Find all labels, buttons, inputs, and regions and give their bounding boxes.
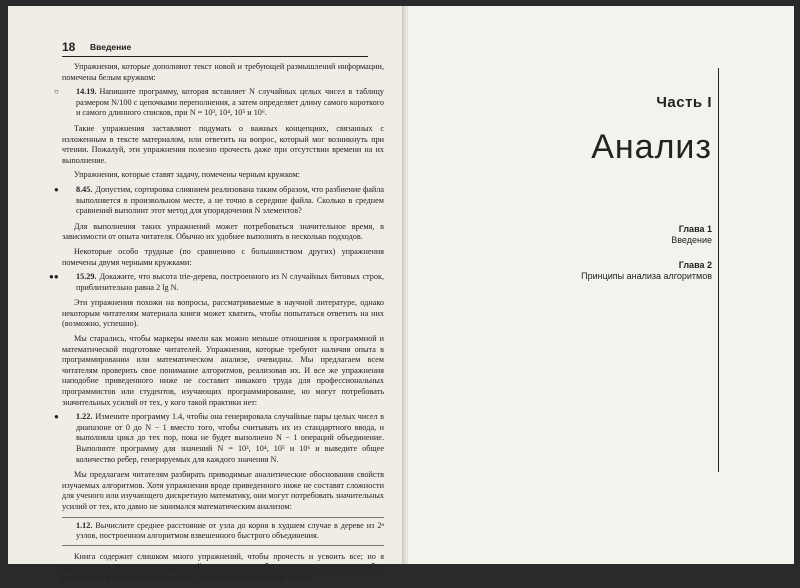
paragraph: Мы старались, чтобы маркеры имели как можно меньше отношения к программной и математической подготовке читателей. Упражнения, которые требуют наличия опыта в программировании или математическом анализе, очевидны. Мы предлагаем всем читателям проверить свое понимание алгоритмов, реализовав их. И все же упражнения наподобие приведенного ниже не составит никакого труда для профессиональных программистов или студентов, изучающих программирование, но могут потребовать значительных усилий от тех, у кого такой практики нет: xyxy=(62,334,384,407)
exercise-number: 15.29. xyxy=(76,272,97,282)
chapter-entry xyxy=(572,260,712,282)
chapter-entry xyxy=(671,224,712,246)
white-circle-icon: ○ xyxy=(54,87,59,97)
paragraph: Такие упражнения заставляют подумать о важных концепциях, связанных с изложенным в тексте материалом, или ответить на вопрос, который мог возникнуть при чтении. Пожалуй, эти упражнения полезно прочесть даже при отсутствии времени на их выполнение. xyxy=(62,123,384,165)
exercise-item xyxy=(54,412,384,465)
black-circle-icon: ● xyxy=(54,184,59,194)
right-page xyxy=(408,6,794,564)
chapter-title: Принципы анализа алгоритмов xyxy=(581,271,712,281)
paragraph: Упражнения, которые ставят задачу, помечены черным кружком: xyxy=(74,170,300,180)
page-body xyxy=(49,62,384,588)
paragraph: Эти упражнения похожи на вопросы, рассматриваемые в научной литературе, однако некоторым читателям материала книги может хватить, чтобы попытаться ответить на них (возможно, успешно). xyxy=(62,298,384,329)
paragraph: Упражнения, которые дополняют текст новой и требующей размышлений информации, помечены белым кружком: xyxy=(62,62,384,82)
exercise-number: 8.45. xyxy=(76,184,93,194)
black-circle-icon: ● xyxy=(54,412,59,422)
running-head xyxy=(62,40,368,57)
exercise-text: Измените программу 1.4, чтобы она генерировала случайные пары целых чисел в диапазоне от 0 до N − 1 вместо того, чтобы считывать их из стандартного ввода, и выполняла цикл до тех пор, пока не будет выполнено N − 1 операций объединение. Выполните программу для значений N = 10³, 10⁴, 10⁵ и 10⁶ и выведите общее количество ребер, генерируемых для каждого значения N. xyxy=(76,412,384,464)
exercise-number: 1.12. xyxy=(76,520,93,530)
exercise-item xyxy=(54,87,384,119)
page-number: 18 xyxy=(62,40,76,54)
left-page xyxy=(8,6,406,582)
exercise-item xyxy=(54,184,384,217)
paragraph: Для выполнения таких упражнений может потребоваться значительное время, в зависимости от опыта читателя. Обычно их удобнее выполнять в несколько подходов. xyxy=(62,221,384,242)
paragraph: Некоторые особо трудные (по сравнению с большинством других) упражнения помечены двумя черными кружками: xyxy=(62,246,384,267)
paragraph: Книга содержит слишком много упражнений, чтобы прочесть и усвоить все; но я надеюсь, что количество упражнений достаточно, чтобы позволить читателям глубже разобраться в интересующих их темах, чем при простом чтении текста. xyxy=(62,551,384,582)
vertical-rule xyxy=(718,68,719,472)
double-black-circle-icon: ●● xyxy=(49,272,59,282)
chapter-title: Введение xyxy=(671,235,712,245)
chapter-label: Глава 1 xyxy=(678,224,712,234)
part-label: Часть I xyxy=(656,94,712,111)
exercise-number: 14.19. xyxy=(76,87,97,97)
exercise-item xyxy=(49,272,384,293)
paragraph: Мы предлагаем читателям разбирать приводимые аналитические обоснования свойств изучаемых алгоритмов. Хотя упражнения вроде приведенного ниже не составят сложности для ученого или изучающего дискретную математику, они могут потребовать значительных усилий от тех, кто давно не занимался математическим анализом: xyxy=(62,470,384,511)
running-title: Введение xyxy=(90,42,132,52)
exercise-text: Напишите программу, которая вставляет N случайных целых чисел в таблицу размером N/100 с цепочками переполнения, а затем определяет длину самого короткого и самого длинного списков, при N = 10³, 10⁴, 10⁵ и 10⁶. xyxy=(76,87,384,118)
chapter-label: Глава 2 xyxy=(678,260,712,270)
exercise-text: Докажите, что высота trie-дерева, построенного из N случайных битовых строк, приблизительно равна 2 lg N. xyxy=(76,272,384,292)
exercise-text: Вычислите среднее расстояние от узла до корня в худшем случае в дереве из 2ⁿ узлов, построенном алгоритмом взвешенного быстрого объединения. xyxy=(76,520,384,541)
part-title: Анализ xyxy=(591,128,712,166)
exercise-item xyxy=(62,517,384,546)
exercise-text: Допустим, сортировка слиянием реализована таким образом, что разбиение файла выполняется в произвольном месте, а не точно в середине файла. Сколько в среднем сравнений выполнит этот метод для упорядочения N элементов? xyxy=(76,184,384,216)
exercise-number: 1.22. xyxy=(76,412,93,422)
